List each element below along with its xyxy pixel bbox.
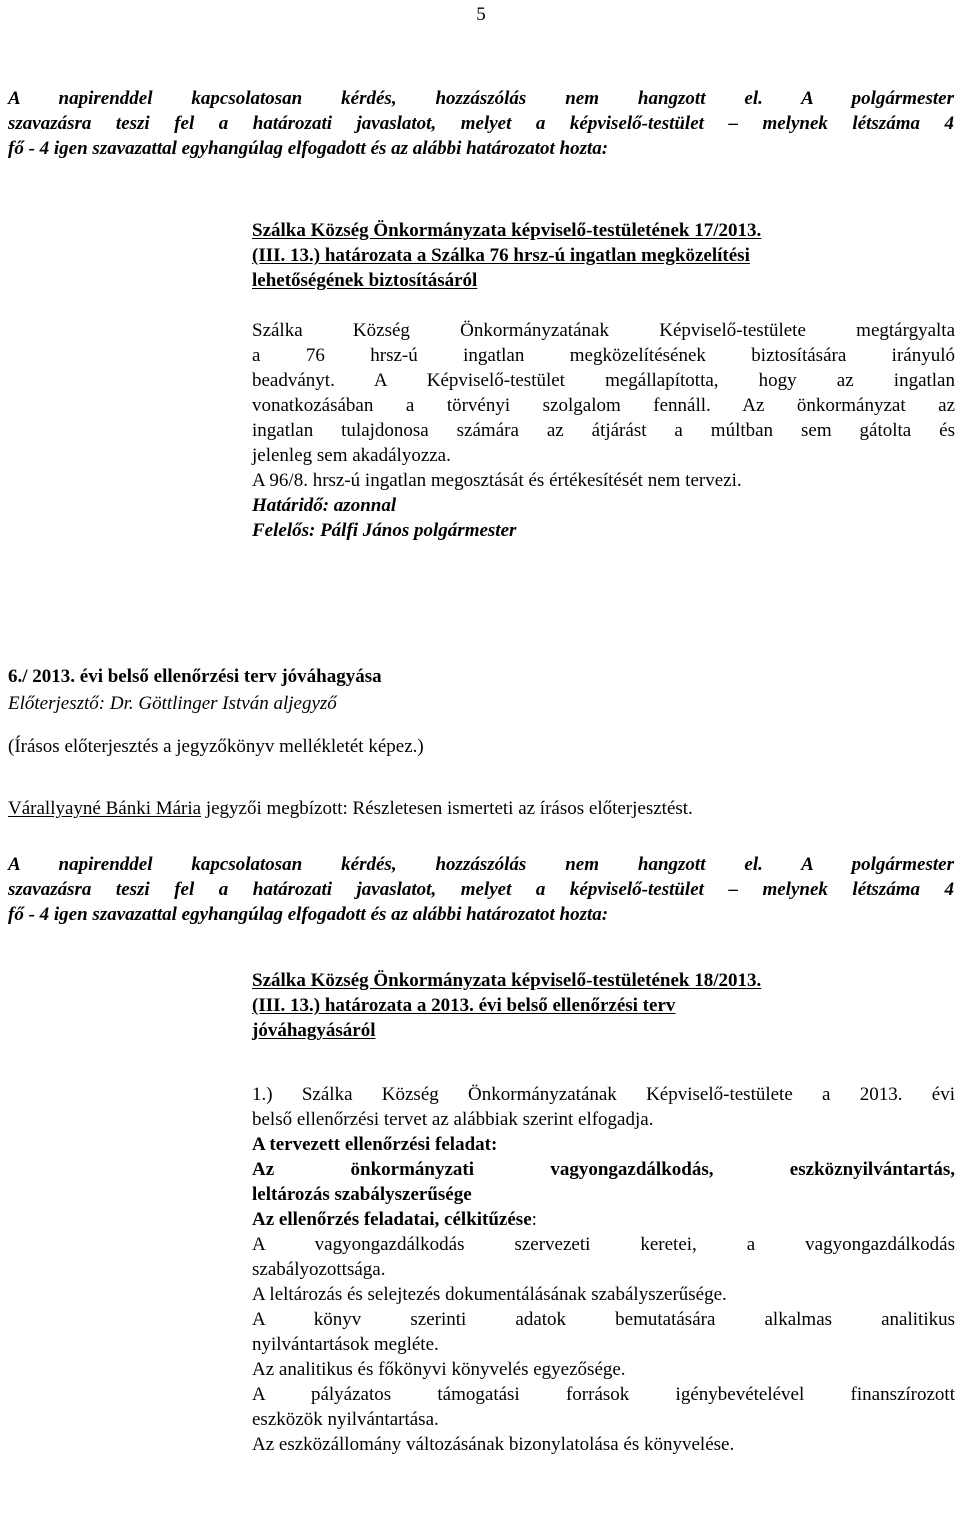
resolution-2-title-line-1: Szálka Község Önkormányzata képviselő-testületének 18/2013. bbox=[252, 970, 762, 991]
intro-2-line-2: szavazásra teszi fel a határozati javaslatot, melyet a képviselő-testület – melynek létszáma 4 bbox=[8, 879, 954, 900]
resolution-1-body-line-1: Szálka Község Önkormányzatának Képviselő-testülete megtárgyalta bbox=[252, 320, 955, 341]
resolution-2-title-line-2: (III. 13.) határozata a 2013. évi belső ellenőrzési terv bbox=[252, 995, 676, 1016]
resolution-1-body-line-2: a 76 hrsz-ú ingatlan megközelítésének biztosítására irányuló bbox=[252, 345, 955, 366]
goal-3-line-2: nyilvántartások megléte. bbox=[252, 1334, 439, 1355]
goal-1-line-2: szabályozottsága. bbox=[252, 1259, 386, 1280]
goals-heading bbox=[252, 1207, 955, 1232]
goal-5-line-1: A pályázatos támogatási források igénybevételével finanszírozott bbox=[252, 1384, 955, 1405]
goal-3-line-1: A könyv szerinti adatok bemutatására alkalmas analitikus bbox=[252, 1309, 955, 1330]
resolution-1-body-line-5: ingatlan tulajdonosa számára az átjárást a múltban sem gátolta és bbox=[252, 420, 955, 441]
goals-label: Az ellenőrzés feladatai, célkitűzése bbox=[252, 1209, 532, 1230]
intro-paragraph-2 bbox=[8, 852, 954, 927]
intro-1-line-3: fő - 4 igen szavazattal egyhangúlag elfogadott és az alábbi határozatot hozta: bbox=[8, 138, 609, 159]
speaker-paragraph bbox=[8, 796, 954, 821]
goal-5-line-2: eszközök nyilvántartása. bbox=[252, 1409, 439, 1430]
resolution-1-body-line-6: jelenleg sem akadályozza. bbox=[252, 445, 451, 466]
resolution-1-deadline: Határidő: azonnal bbox=[252, 495, 397, 516]
resolution-1-title bbox=[252, 218, 955, 293]
resolution-1-responsible: Felelős: Pálfi János polgármester bbox=[252, 520, 517, 541]
resolution-2-point-1-line-2: belső ellenőrzési tervet az alábbiak szerint elfogadja. bbox=[252, 1109, 654, 1130]
task-line-2: leltározás szabályszerűsége bbox=[252, 1184, 472, 1205]
resolution-2-title-line-3: jóváhagyásáról bbox=[252, 1020, 376, 1041]
speaker-name: Várallyayné Bánki Mária bbox=[8, 798, 202, 819]
goals-colon: : bbox=[531, 1209, 537, 1230]
agenda-item-6-heading: 6./ 2013. évi belső ellenőrzési terv jóváhagyása bbox=[8, 666, 382, 687]
resolution-1-body-line-4: vonatkozásában a törvényi szolgalom fennáll. Az önkormányzat az bbox=[252, 395, 955, 416]
resolution-1-title-line-3: lehetőségének biztosításáról bbox=[252, 270, 478, 291]
intro-1-line-2: szavazásra teszi fel a határozati javaslatot, melyet a képviselő-testület – melynek létszáma 4 bbox=[8, 113, 954, 134]
resolution-2-point-1-line-1: 1.) Szálka Község Önkormányzatának Képviselő-testülete a 2013. évi bbox=[252, 1084, 955, 1105]
task-line-1: Az önkormányzati vagyongazdálkodás, eszköznyilvántartás, bbox=[252, 1159, 955, 1180]
resolution-1-body-line-7: A 96/8. hrsz-ú ingatlan megosztását és értékesítését nem tervezi. bbox=[252, 470, 742, 491]
speaker-text: jegyzői megbízott: Részletesen ismerteti az írásos előterjesztést. bbox=[201, 798, 693, 819]
attachment-note: (Írásos előterjesztés a jegyzőkönyv mellékletét képez.) bbox=[8, 736, 424, 757]
resolution-1-title-line-2: (III. 13.) határozata a Szálka 76 hrsz-ú ingatlan megközelítési bbox=[252, 245, 750, 266]
goal-1-line-1: A vagyongazdálkodás szervezeti keretei, a vagyongazdálkodás bbox=[252, 1234, 955, 1255]
goal-4: Az analitikus és főkönyvi könyvelés egyezősége. bbox=[252, 1359, 626, 1380]
resolution-1-body-line-3: beadványt. A Képviselő-testület megállapította, hogy az ingatlan bbox=[252, 370, 955, 391]
goal-2: A leltározás és selejtezés dokumentálásának szabályszerűsége. bbox=[252, 1284, 727, 1305]
resolution-1-title-line-1: Szálka Község Önkormányzata képviselő-testületének 17/2013. bbox=[252, 220, 762, 241]
resolution-1-body bbox=[252, 318, 955, 543]
intro-1-line-1: A napirenddel kapcsolatosan kérdés, hozzászólás nem hangzott el. A polgármester bbox=[8, 88, 954, 109]
intro-2-line-1: A napirenddel kapcsolatosan kérdés, hozzászólás nem hangzott el. A polgármester bbox=[8, 854, 954, 875]
intro-2-line-3: fő - 4 igen szavazattal egyhangúlag elfogadott és az alábbi határozatot hozta: bbox=[8, 904, 609, 925]
resolution-2-title bbox=[252, 968, 955, 1043]
task-label: A tervezett ellenőrzési feladat: bbox=[252, 1134, 498, 1155]
resolution-2-body bbox=[252, 1082, 955, 1457]
goal-6: Az eszközállomány változásának bizonylatolása és könyvelése. bbox=[252, 1434, 735, 1455]
intro-paragraph-1 bbox=[8, 86, 954, 161]
page-number: 5 bbox=[476, 4, 486, 25]
agenda-item-6-presenter: Előterjesztő: Dr. Göttlinger István aljegyző bbox=[8, 693, 337, 714]
